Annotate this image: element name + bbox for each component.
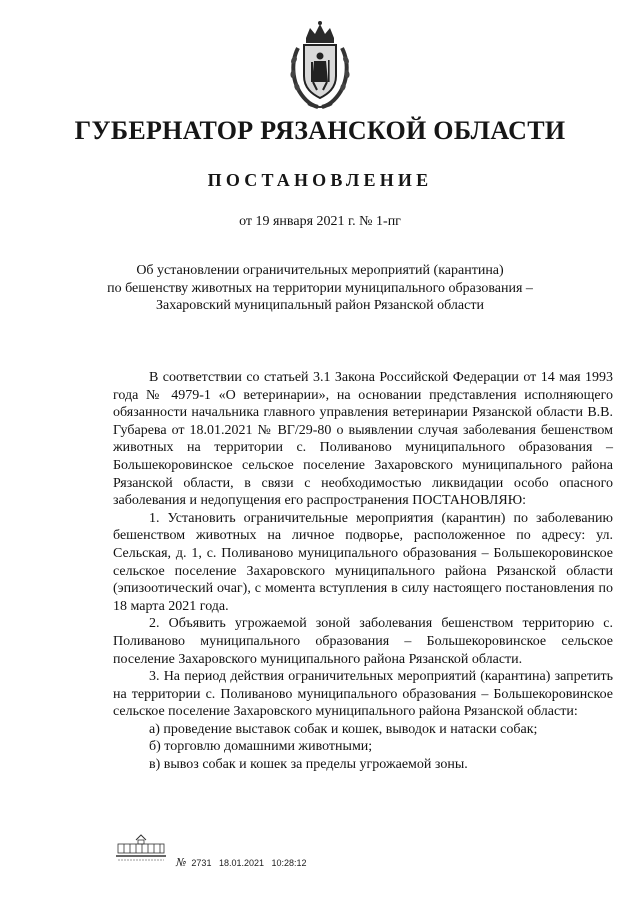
clause-1: 1. Установить ограничительные мероприятия (карантин) по заболеванию бешенством животных на личное подворье, расположенное по адресу: ул. Сельская, д. 1, с. Поливаново муниципального образования – Большекоровинское сельское поселение Захаровского муниципального района Рязанской области (эпизоотический очаг), с момента вступления в силу настоящего постановления по 18 марта 2021 года. [113,510,613,614]
document-body [113,369,613,774]
preamble-paragraph: В соответствии со статьей 3.1 Закона Российской Федерации от 14 мая 1993 года № 4979-1 «О ветеринарии», на основании представления исполняющего обязанности начальника главного управления ветеринарии Рязанской области В.В. Губарева от 18.01.2021 № ВГ/29-80 о выявлении случая заболевания бешенством животных на территории с. Поливаново муниципального образования – Большекоровинское сельское поселение Захаровского муниципального района Рязанской области, в связи с необходимостью ликвидации особо опасного заболевания и недопущения его распространения ПОСТАНОВЛЯЮ: [113,370,613,509]
coat-of-arms-icon [284,20,356,110]
document-type-heading: ПОСТАНОВЛЕНИЕ [207,170,433,190]
registration-stamp-text [176,856,312,869]
clause-3-sub-c: в) вывоз собак и кошек за пределы угрожаемой зоны. [149,757,468,773]
title-line: по бешенству животных на территории муниципального образования – [107,280,533,296]
clause-3: 3. На период действия ограничительных мероприятий (карантина) запретить на территории с. Поливаново муниципального образования – Большекоровинское сельское поселение Захаровского муниципального района Рязанской области: [113,669,613,720]
document-date-number: от 19 января 2021 г. № 1-пг [239,214,401,229]
clause-3-sub-a: а) проведение выставок собак и кошек, выводок и натаски собак; [149,721,538,737]
title-line: Об установлении ограничительных мероприятий (карантина) [136,263,504,278]
document-title [100,262,540,315]
clause-3-sub-b: б) торговлю домашними животными; [149,739,373,755]
title-line: Захаровский муниципальный район Рязанской области [156,298,484,313]
registration-number: 2731 [191,858,212,868]
registration-time: 10:28:12 [271,858,307,868]
organization-heading: ГУБЕРНАТОР РЯЗАНСКОЙ ОБЛАСТИ [74,116,566,145]
registration-footer [116,834,356,874]
registry-stamp-icon [116,834,166,864]
registration-number-symbol: № [176,856,187,869]
registration-date: 18.01.2021 [218,858,265,868]
clause-2: 2. Объявить угрожаемой зоной заболевания бешенством территорию с. Поливаново муниципального образования – Большекоровинское сельское поселение Захаровского муниципального района Рязанской области. [113,616,613,667]
